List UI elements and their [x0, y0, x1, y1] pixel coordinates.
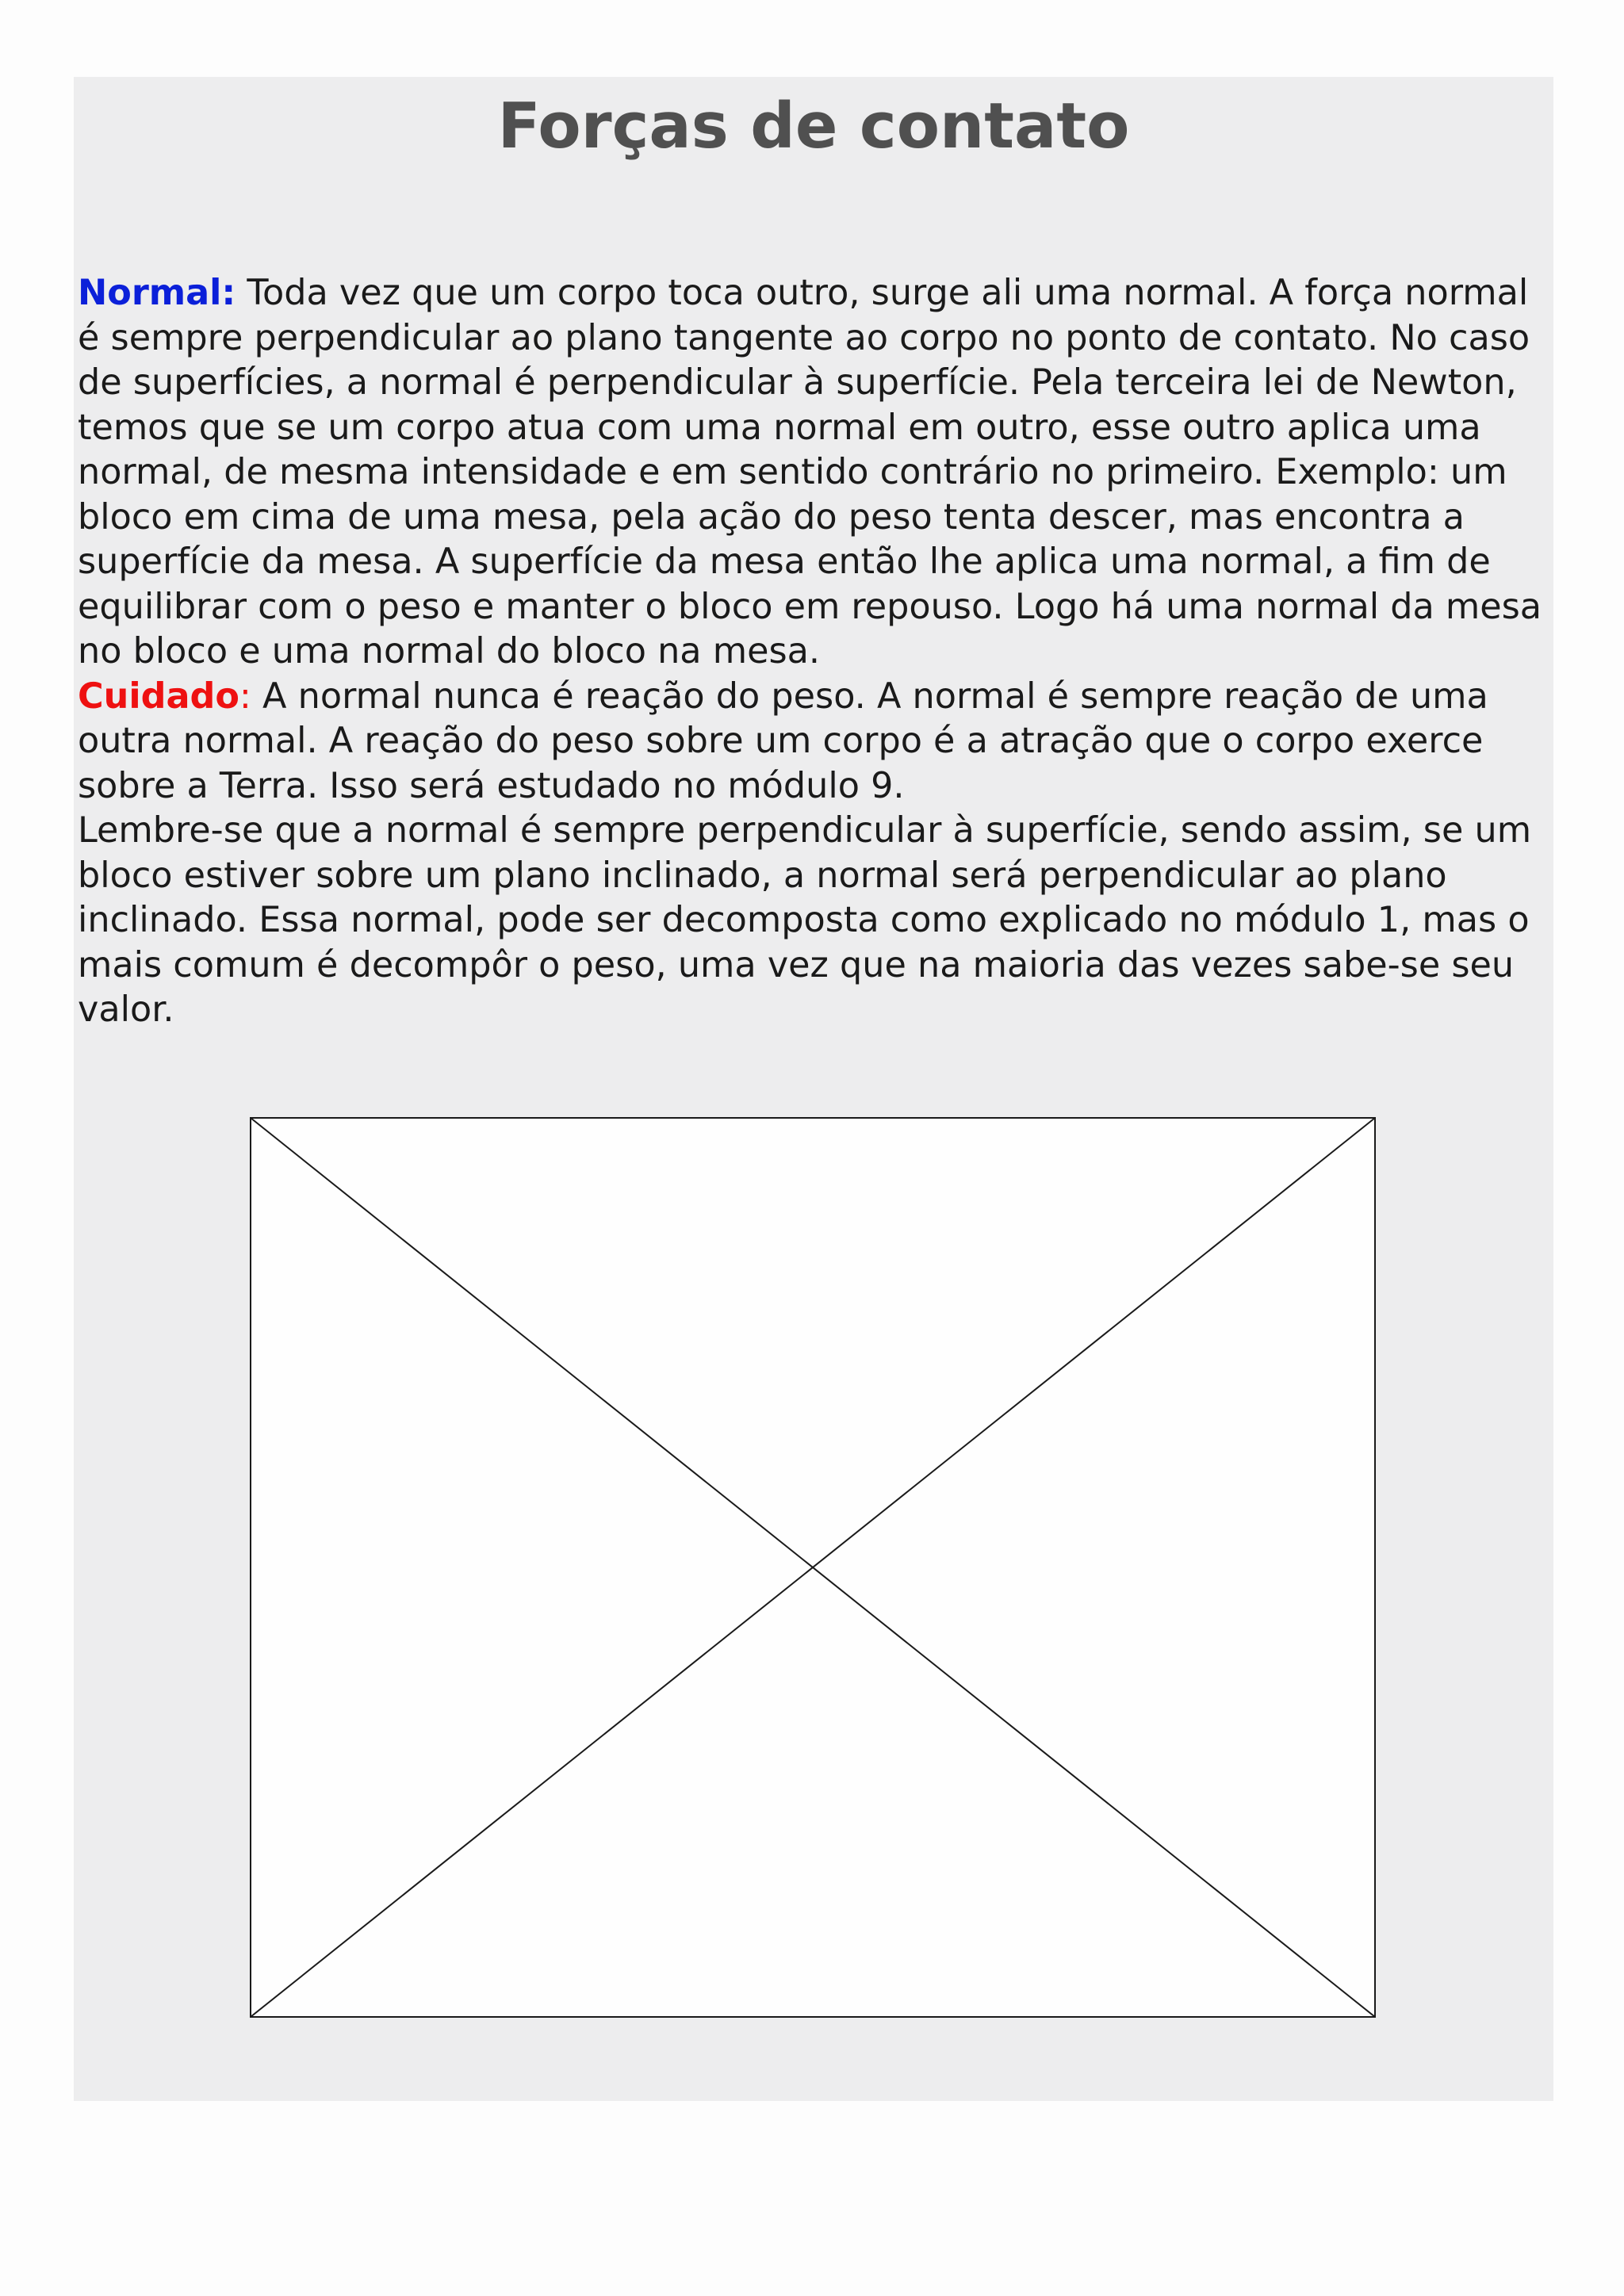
body-text — [78, 271, 1554, 1033]
keyword-normal: Normal: — [78, 273, 236, 313]
paragraph-lembre: Lembre-se que a normal é sempre perpendicular à superfície, sendo assim, se um bloco estiver sobre um plano inclinado, a normal será perpendicular ao plano inclinado. Essa normal, pode ser decomposta como explicado no módulo 1, mas o mais comum é decompôr o peso, uma vez que na maioria das vezes sabe-se seu valor. — [78, 810, 1532, 1030]
missing-image-cross-icon — [250, 1117, 1376, 2018]
paragraph-normal — [78, 271, 1554, 675]
paragraph-cuidado-text: A normal nunca é reação do peso. A normal é sempre reação de uma outra normal. A reação do peso sobre um corpo é a atração que o corpo exerce sobre a Terra. Isso será estudado no módulo 9. — [78, 675, 1488, 806]
paragraph-cuidado — [78, 675, 1554, 809]
keyword-cuidado: Cuidado — [78, 675, 239, 717]
image-placeholder — [250, 1117, 1376, 2018]
content-panel — [74, 77, 1553, 2101]
page-title: Forças de contato — [497, 90, 1130, 163]
keyword-cuidado-colon: : — [239, 675, 251, 717]
paragraph-normal-text: Toda vez que um corpo toca outro, surge ali uma normal. A força normal é sempre perpendicular ao plano tangente ao corpo no ponto de contato. No caso de superfícies, a normal é perpendicular à superfície. Pela terceira lei de Newton, temos que se um corpo atua com uma normal em outro, esse outro aplica uma normal, de mesma intensidade e em sentido contrário no primeiro. Exemplo: um bloco em cima de uma mesa, pela ação do peso tenta descer, mas encontra a superfície da mesa. A superfície da mesa então lhe aplica uma normal, a fim de equilibrar com o peso e manter o bloco em repouso. Logo há uma normal da mesa no bloco e uma normal do bloco na mesa. — [78, 273, 1542, 672]
